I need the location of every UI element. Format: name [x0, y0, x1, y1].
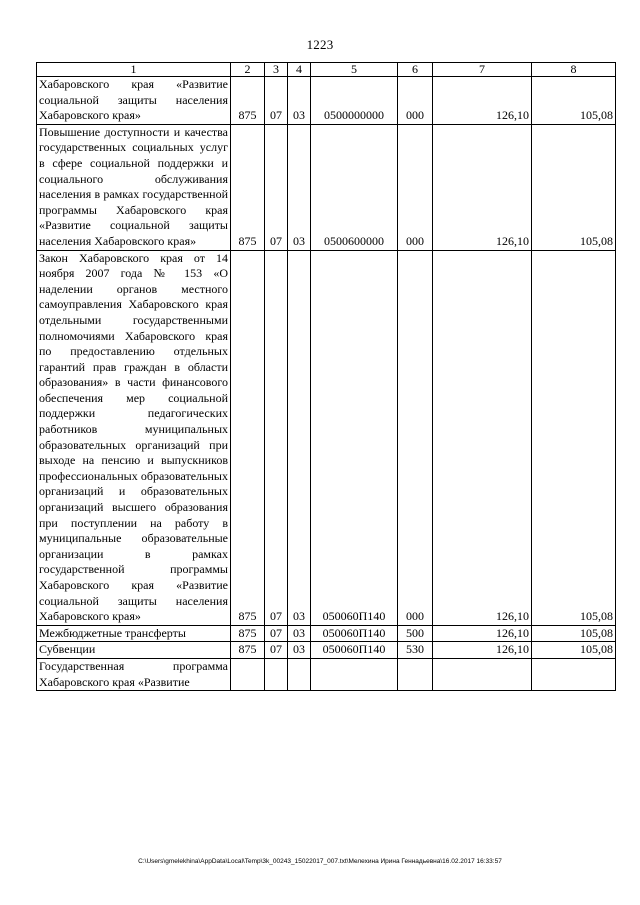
- cell-ministry: 875: [231, 124, 265, 250]
- cell-target-article: 0500600000: [311, 124, 398, 250]
- row-name: Субвенции: [37, 642, 231, 659]
- cell-subsection: [288, 658, 311, 690]
- header-col-7: 7: [433, 63, 532, 77]
- cell-expense-type: 500: [398, 625, 433, 642]
- cell-amount-2: 105,08: [532, 77, 616, 125]
- cell-amount-1: [433, 658, 532, 690]
- cell-section: 07: [265, 124, 288, 250]
- cell-expense-type: 000: [398, 77, 433, 125]
- cell-amount-1: 126,10: [433, 250, 532, 625]
- page-number: 1223: [306, 37, 334, 52]
- cell-amount-1: 126,10: [433, 625, 532, 642]
- cell-ministry: [231, 658, 265, 690]
- cell-target-article: 050060П140: [311, 625, 398, 642]
- header-col-5: 5: [311, 63, 398, 77]
- cell-expense-type: [398, 658, 433, 690]
- table-row: [37, 642, 616, 659]
- cell-section: 07: [265, 642, 288, 659]
- cell-target-article: 050060П140: [311, 642, 398, 659]
- cell-amount-1: 126,10: [433, 77, 532, 125]
- cell-amount-1: 126,10: [433, 124, 532, 250]
- cell-amount-2: [532, 658, 616, 690]
- table-row: [37, 250, 616, 625]
- cell-section: 07: [265, 625, 288, 642]
- cell-section: 07: [265, 250, 288, 625]
- header-col-2: 2: [231, 63, 265, 77]
- header-col-6: 6: [398, 63, 433, 77]
- header-col-4: 4: [288, 63, 311, 77]
- cell-subsection: 03: [288, 77, 311, 125]
- cell-amount-1: 126,10: [433, 642, 532, 659]
- cell-expense-type: 000: [398, 124, 433, 250]
- cell-target-article: 050060П140: [311, 250, 398, 625]
- cell-ministry: 875: [231, 77, 265, 125]
- row-name: Повышение доступности и качества государственных социальных услуг в сфере социальной поддержки и социального обслуживания населения в рамках государственной программы Хабаровского края «Развитие социальной защиты населения Хабаровского края»: [37, 124, 231, 250]
- table-row: [37, 77, 616, 125]
- header-col-1: 1: [37, 63, 231, 77]
- cell-section: 07: [265, 77, 288, 125]
- cell-subsection: 03: [288, 625, 311, 642]
- cell-ministry: 875: [231, 642, 265, 659]
- cell-expense-type: 000: [398, 250, 433, 625]
- table-row: [37, 625, 616, 642]
- cell-ministry: 875: [231, 625, 265, 642]
- cell-target-article: [311, 658, 398, 690]
- cell-ministry: 875: [231, 250, 265, 625]
- header-col-3: 3: [265, 63, 288, 77]
- cell-amount-2: 105,08: [532, 124, 616, 250]
- cell-target-article: 0500000000: [311, 77, 398, 125]
- row-name: Государственная программа Хабаровского края «Развитие: [37, 658, 231, 690]
- row-name: Закон Хабаровского края от 14 ноября 2007 года № 153 «О наделении органов местного самоуправления Хабаровского края отдельными государственными полномочиями Хабаровского края по предоставлению отдельных гарантий прав граждан в области образования» в части финансового обеспечения мер социальной поддержки педагогических работников муниципальных образовательных организаций при выходе на пенсию и выпускников профессиональных образовательных организаций и образовательных организаций высшего образования при поступлении на работу в муниципальные образовательные организации в рамках государственной программы Хабаровского края «Развитие социальной защиты населения Хабаровского края»: [37, 250, 231, 625]
- cell-amount-2: 105,08: [532, 250, 616, 625]
- cell-subsection: 03: [288, 124, 311, 250]
- table-row: [37, 658, 616, 690]
- cell-section: [265, 658, 288, 690]
- header-col-8: 8: [532, 63, 616, 77]
- cell-expense-type: 530: [398, 642, 433, 659]
- table-header-row: [37, 63, 616, 77]
- footer-file-path: C:\Users\gmelekhina\AppData\Local\Temp\3k_00243_15022017_007.txt\Мелехина Ирина Геннадьевна\16.02.2017 16:33:57: [138, 858, 502, 865]
- budget-table: [36, 62, 616, 691]
- table-row: [37, 124, 616, 250]
- cell-amount-2: 105,08: [532, 625, 616, 642]
- cell-subsection: 03: [288, 642, 311, 659]
- row-name: Хабаровского края «Развитие социальной защиты населения Хабаровского края»: [37, 77, 231, 125]
- row-name: Межбюджетные трансферты: [37, 625, 231, 642]
- cell-subsection: 03: [288, 250, 311, 625]
- cell-amount-2: 105,08: [532, 642, 616, 659]
